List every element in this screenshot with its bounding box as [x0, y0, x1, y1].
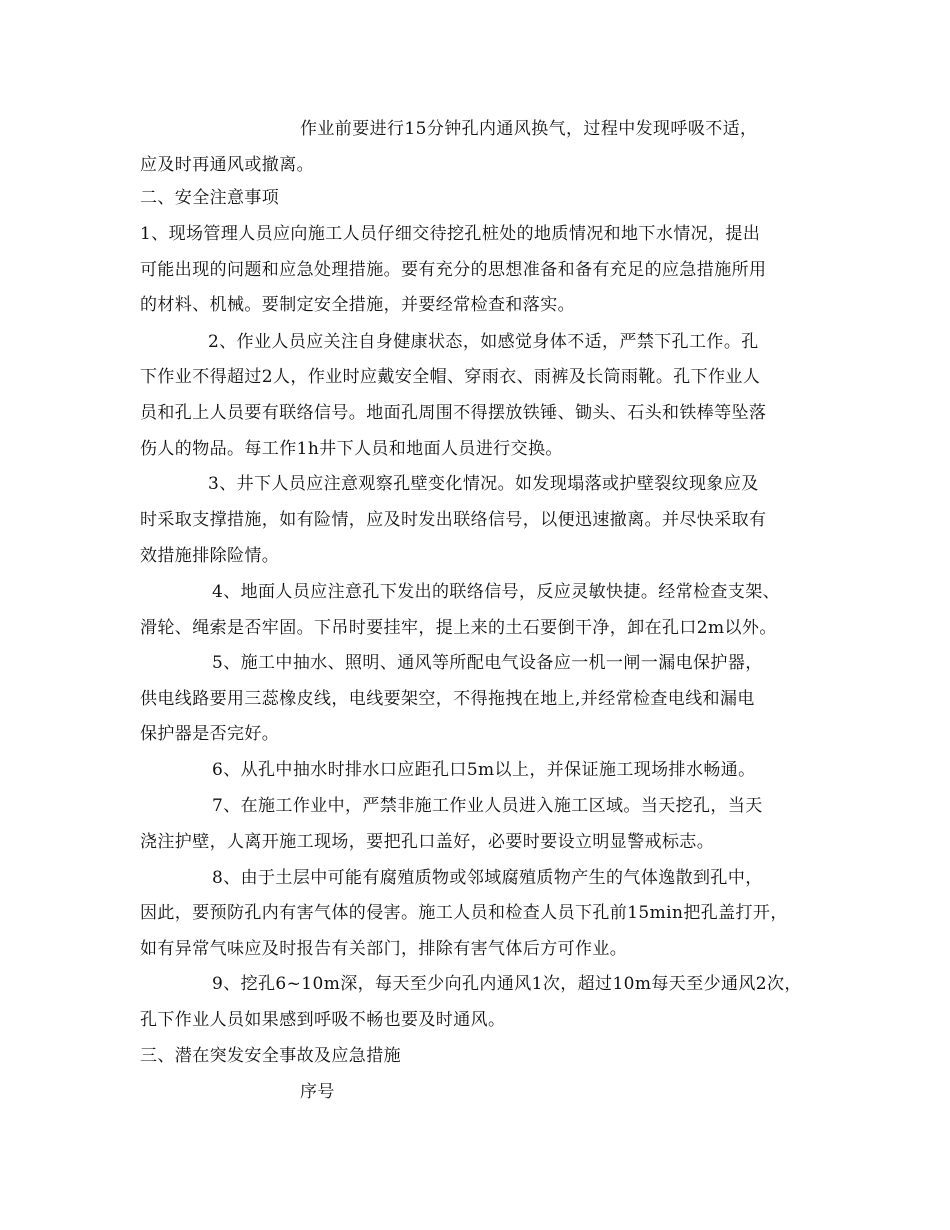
paragraph-line: 8、由于土层中可能有腐殖质物或邻域腐殖质物产生的气体逸散到孔中， [212, 868, 763, 888]
paragraph-line: 的材料、机械。要制定安全措施，并要经常检查和落实。 [140, 295, 575, 315]
paragraph-line: 伤人的物品。每工作1h井下人员和地面人员进行交换。 [140, 439, 563, 459]
paragraph-line: 可能出现的问题和应急处理措施。要有充分的思想准备和备有充足的应急措施所用 [140, 260, 767, 280]
paragraph-line: 5、施工中抽水、照明、通风等所配电气设备应一机一闸一漏电保护器， [212, 653, 763, 673]
table-header-cell: 序号 [300, 1082, 335, 1102]
paragraph-line: 7、在施工作业中，严禁非施工作业人员进入施工区域。当天挖孔，当天 [212, 796, 763, 816]
paragraph-line: 下作业不得超过2人，作业时应戴安全帽、穿雨衣、雨裤及长筒雨靴。孔下作业人 [140, 367, 761, 387]
paragraph-line: 滑轮、绳索是否牢固。下吊时要挂牢，提上来的土石要倒干净，卸在孔口2m以外。 [140, 618, 777, 638]
section-heading: 二、安全注意事项 [140, 188, 280, 208]
paragraph-line: 员和孔上人员要有联络信号。地面孔周围不得摆放铁锤、锄头、石头和铁棒等坠落 [140, 403, 767, 423]
paragraph-line: 9、挖孔6~10m深，每天至少向孔内通风1次，超过10m每天至少通风2次， [212, 974, 802, 994]
paragraph-line: 保护器是否完好。 [140, 724, 280, 744]
paragraph-line: 浇注护壁，人离开施工现场，要把孔口盖好，必要时要设立明显警戒标志。 [140, 832, 715, 852]
paragraph-line: 3、井下人员应注意观察孔壁变化情况。如发现塌落或护壁裂纹现象应及 [208, 474, 759, 494]
paragraph-line: 4、地面人员应注意孔下发出的联络信号，反应灵敏快捷。经常检查支架、 [212, 582, 781, 602]
paragraph-line: 供电线路要用三蕊橡皮线，电线要架空，不得拖拽在地上,并经常检查电线和漏电 [140, 689, 755, 709]
paragraph-line: 因此，要预防孔内有害气体的侵害。施工人员和检查人员下孔前15min把孔盖打开， [140, 903, 788, 923]
paragraph-line: 6、从孔中抽水时排水口应距孔口5m以上，并保证施工现场排水畅通。 [212, 760, 756, 780]
paragraph-line: 应及时再通风或撤离。 [140, 155, 314, 175]
section-heading: 三、潜在突发安全事故及应急措施 [140, 1046, 401, 1066]
paragraph-line: 效措施排除险情。 [140, 546, 280, 566]
paragraph-line: 孔下作业人员如果感到呼吸不畅也要及时通风。 [140, 1010, 506, 1030]
paragraph-line: 如有异常气味应及时报告有关部门，排除有害气体后方可作业。 [140, 939, 628, 959]
paragraph-line: 2、作业人员应关注自身健康状态，如感觉身体不适，严禁下孔工作。孔 [208, 332, 759, 352]
paragraph-line: 作业前要进行15分钟孔内通风换气，过程中发现呼吸不适， [300, 119, 758, 139]
paragraph-line: 1、现场管理人员应向施工人员仔细交待挖孔桩处的地质情况和地下水情况，提出 [140, 224, 761, 244]
paragraph-line: 时采取支撑措施，如有险情，应及时发出联络信号，以便迅速撤离。并尽快采取有 [140, 510, 767, 530]
